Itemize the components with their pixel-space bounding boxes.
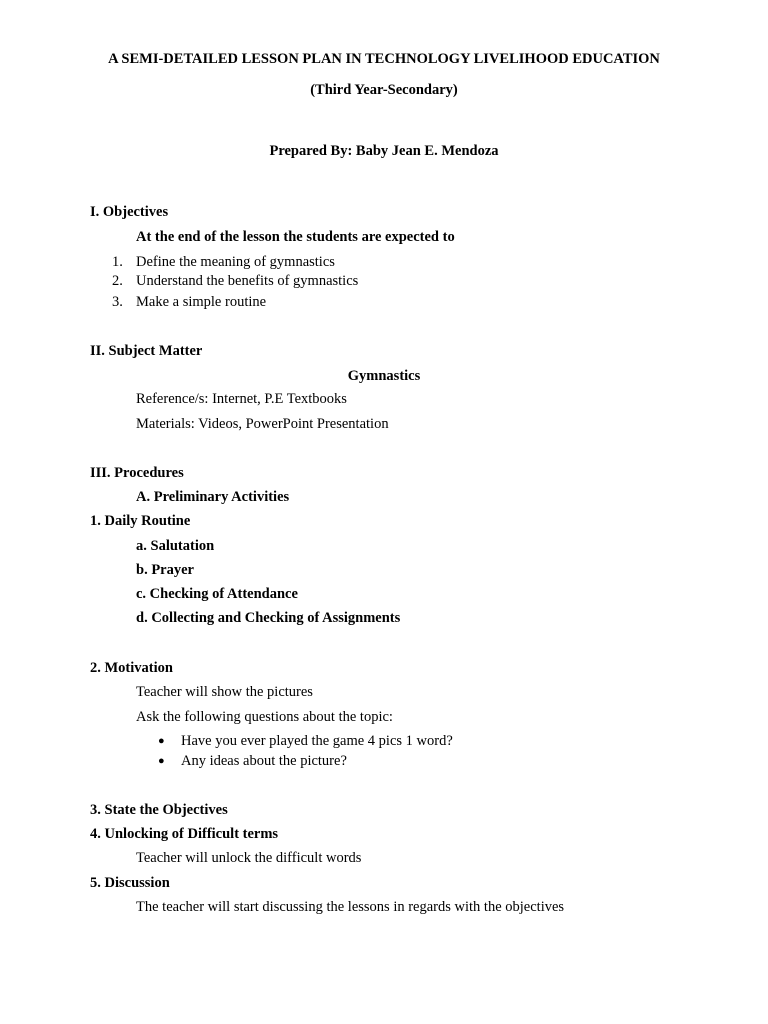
unlocking-heading: 4. Unlocking of Difficult terms	[90, 826, 279, 842]
preliminary-activities-heading: A. Preliminary Activities	[136, 489, 290, 505]
objective-number: 2.	[112, 273, 123, 289]
routine-item: c. Checking of Attendance	[136, 586, 298, 602]
motivation-heading: 2. Motivation	[90, 660, 173, 676]
references-line: Reference/s: Internet, P.E Textbooks	[136, 391, 347, 407]
routine-item: a. Salutation	[136, 538, 215, 554]
objectives-intro: At the end of the lesson the students are expected to	[136, 229, 455, 245]
objective-item: Understand the benefits of gymnastics	[136, 273, 359, 289]
bullet-icon: ●	[158, 755, 165, 767]
discussion-text: The teacher will start discussing the lessons in regards with the objectives	[136, 899, 565, 915]
routine-item: d. Collecting and Checking of Assignments	[136, 610, 401, 626]
objective-item: Define the meaning of gymnastics	[136, 254, 335, 270]
bullet-icon: ●	[158, 735, 165, 747]
subject-matter-heading: II. Subject Matter	[90, 343, 203, 359]
prepared-by: Prepared By: Baby Jean E. Mendoza	[269, 143, 499, 159]
subject-topic: Gymnastics	[347, 368, 421, 384]
motivation-bullet-item: Any ideas about the picture?	[181, 753, 347, 769]
materials-line: Materials: Videos, PowerPoint Presentation	[136, 416, 389, 432]
document-title: A SEMI-DETAILED LESSON PLAN IN TECHNOLOGY LIVELIHOOD EDUCATION	[108, 51, 660, 67]
unlocking-text: Teacher will unlock the difficult words	[136, 850, 362, 866]
document-subtitle: (Third Year-Secondary)	[310, 82, 458, 98]
objective-item: Make a simple routine	[136, 294, 267, 310]
daily-routine-heading: 1. Daily Routine	[90, 513, 191, 529]
motivation-line: Ask the following questions about the topic:	[136, 709, 393, 725]
motivation-bullet-item: Have you ever played the game 4 pics 1 word?	[181, 733, 453, 749]
routine-item: b. Prayer	[136, 562, 194, 578]
motivation-line: Teacher will show the pictures	[136, 684, 313, 700]
discussion-heading: 5. Discussion	[90, 875, 170, 891]
state-objectives-heading: 3. State the Objectives	[90, 802, 228, 818]
objectives-heading: I. Objectives	[90, 204, 169, 220]
objective-number: 3.	[112, 294, 123, 310]
objective-number: 1.	[112, 254, 123, 270]
procedures-heading: III. Procedures	[90, 465, 184, 481]
